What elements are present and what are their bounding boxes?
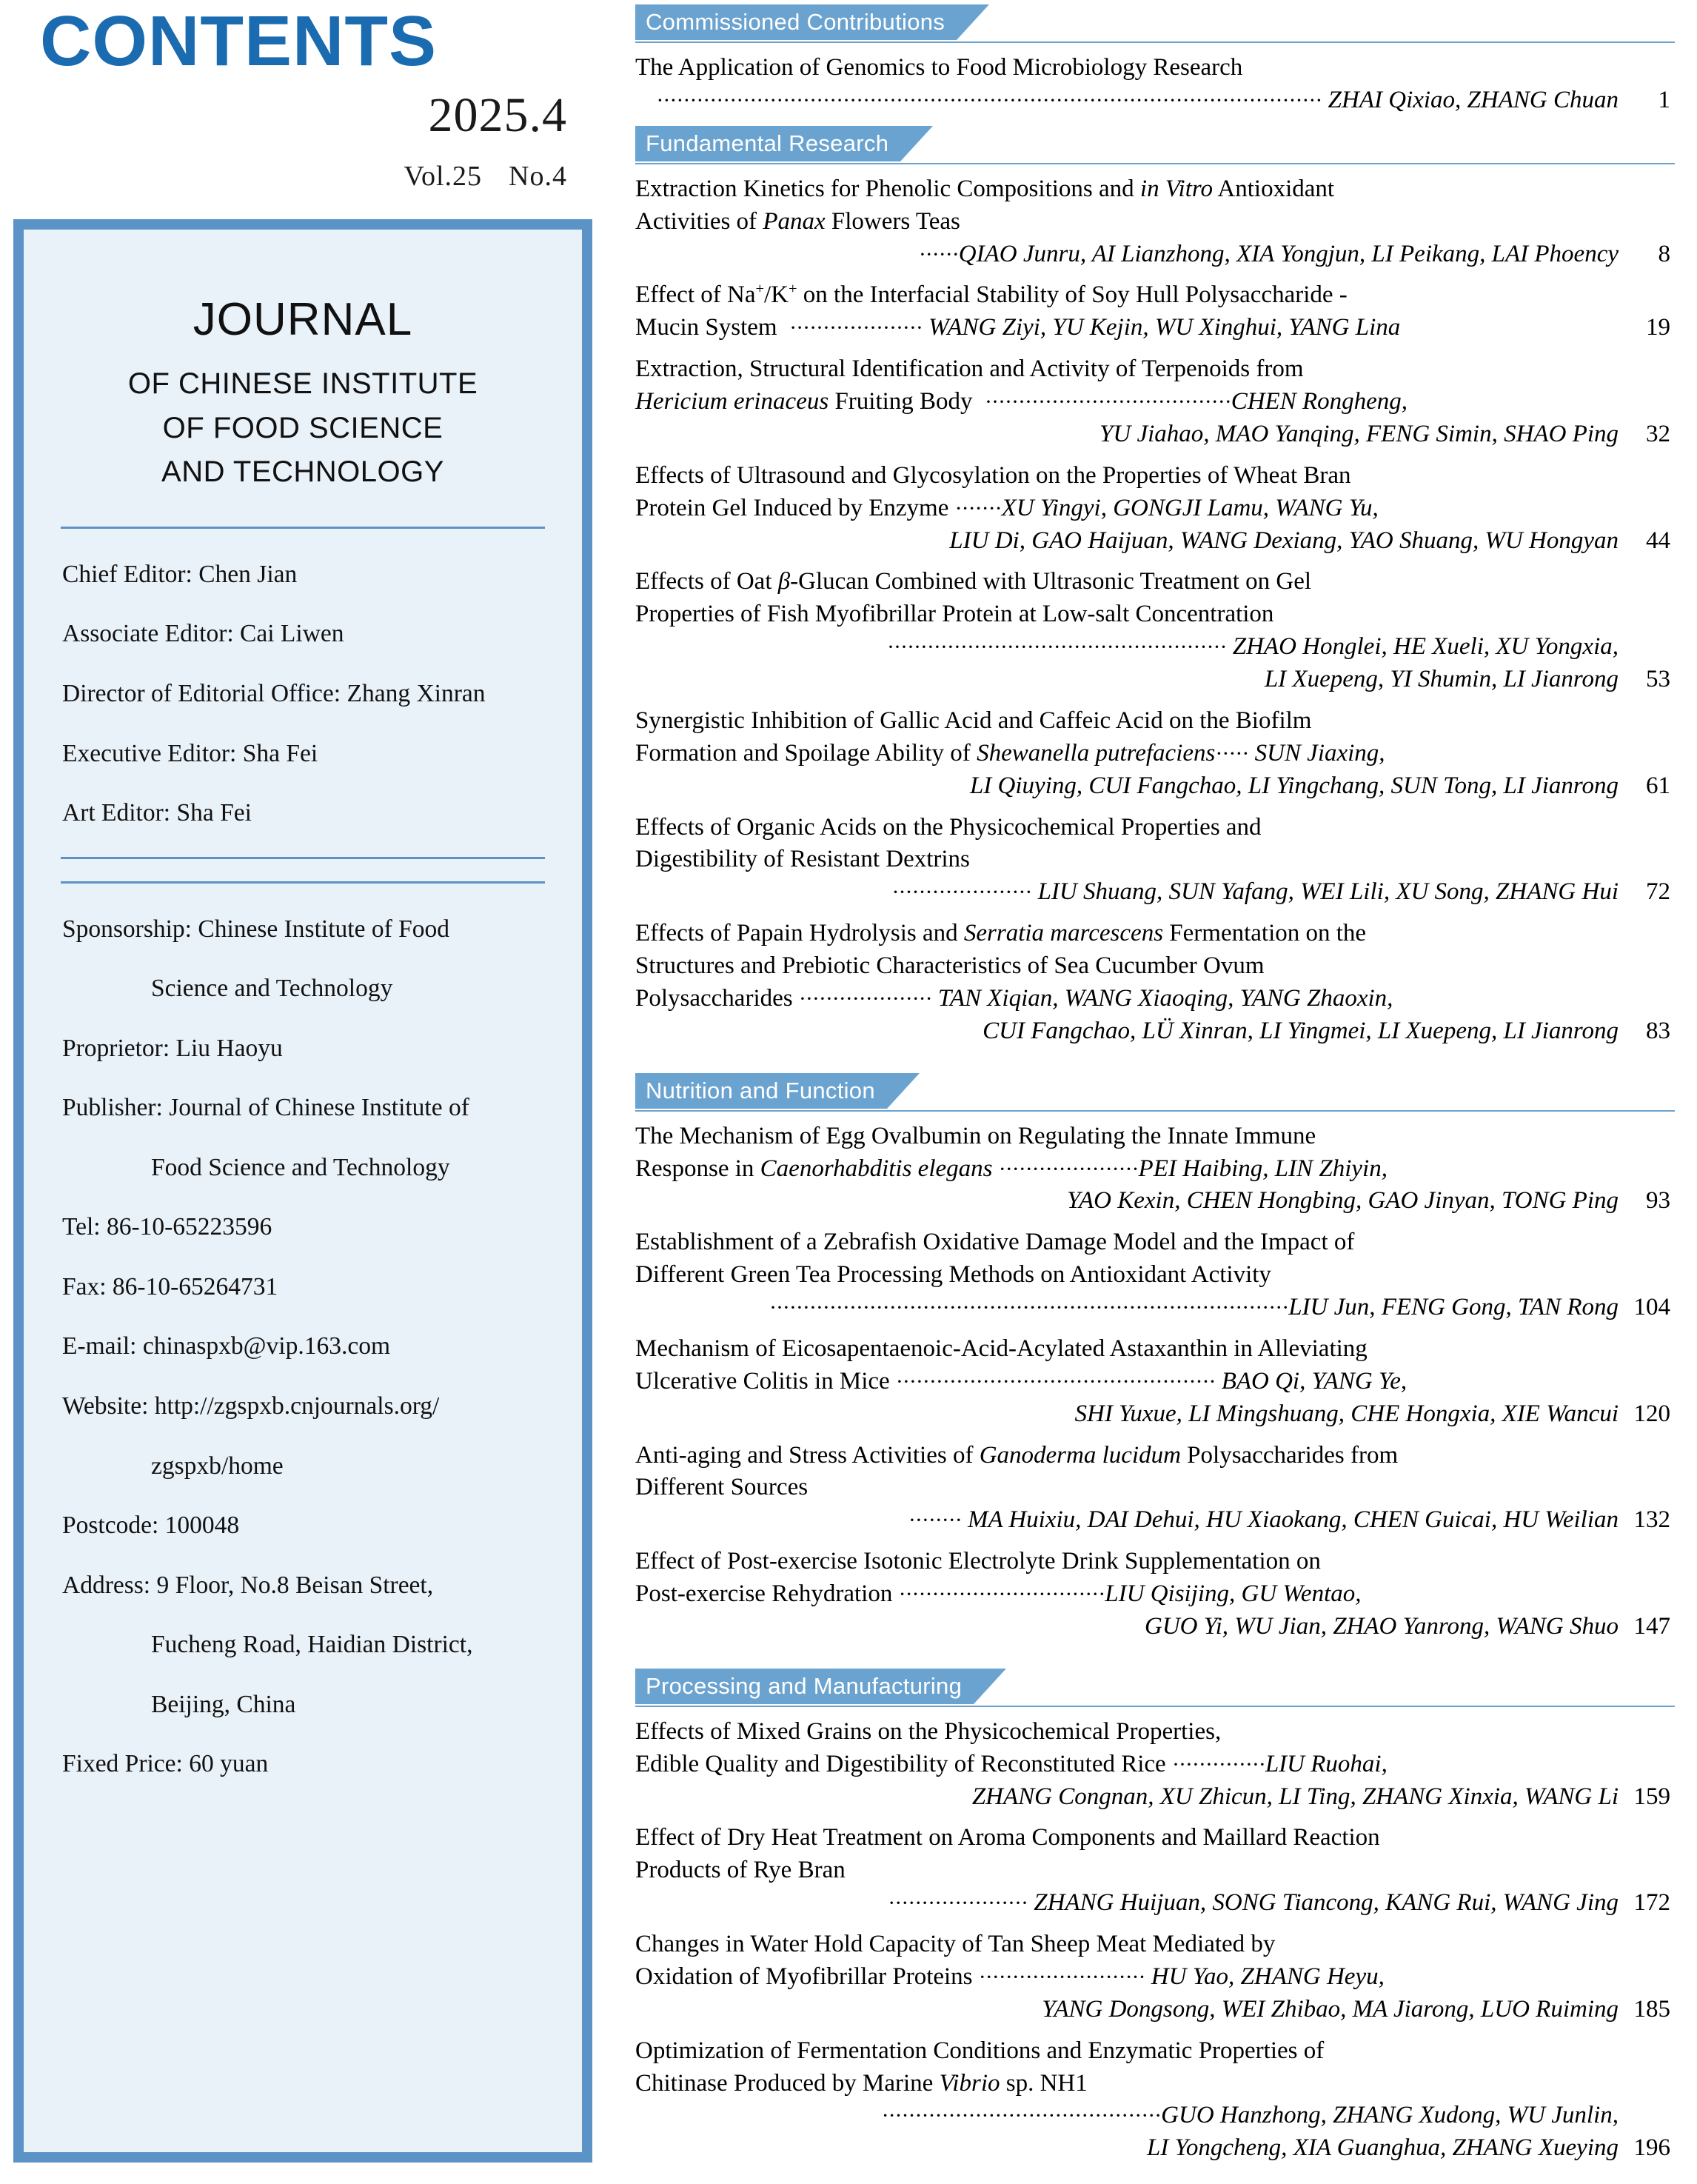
entry-title-line: Optimization of Fermentation Conditions and Enzymatic Properties of	[635, 2037, 1325, 2064]
imprint-line	[62, 972, 549, 1005]
imprint-line-text: Beijing, China	[151, 1690, 296, 1718]
masthead-line: Associate Editor: Cai Liwen	[62, 620, 344, 648]
imprint-line: Postcode: 100048	[62, 1512, 240, 1540]
leader-dots: ·····················	[891, 880, 1032, 905]
toc-entry[interactable]	[635, 1329, 1675, 1435]
left-column	[0, 0, 620, 2184]
leader-dots: ··········································	[881, 2103, 1162, 2128]
entry-authors: MA Huixiu, DAI Dehui, HU Xiaokang, CHEN Guicai, HU Weilian	[968, 1506, 1619, 1534]
entry-authors: ZHAI Qixiao, ZHANG Chuan	[1328, 86, 1619, 113]
entry-title: The Application of Genomics to Food Microbiology Research	[635, 54, 1243, 81]
toc-entry[interactable]	[635, 349, 1675, 455]
imprint-line: Sponsorship: Chinese Institute of Food	[62, 915, 449, 943]
imprint-line-text: Science and Technology	[151, 975, 393, 1003]
section-divider	[635, 41, 1675, 43]
entry-title-line: Effects of Organic Acids on the Physicochemical Properties and	[635, 813, 1262, 841]
masthead-line: Executive Editor: Sha Fei	[62, 739, 318, 767]
entry-title-line: Formation and Spoilage Ability of Shewanella putrefaciens····· SUN Jiaxing,	[635, 739, 1385, 767]
entry-title-line: Anti-aging and Stress Activities of Ganoderma lucidum Polysaccharides from	[635, 1441, 1399, 1469]
toc-entry[interactable]	[635, 1435, 1675, 1542]
entry-title-text: Oxidation of Myofibrillar Proteins	[635, 1963, 973, 1990]
entry-authors: HU Yao, ZHANG Heyu,	[1151, 1963, 1385, 1990]
imprint-line: Tel: 86-10-65223596	[62, 1213, 272, 1241]
entry-authors: LIU Qisijing, GU Wentao,	[1105, 1580, 1362, 1607]
page-title: CONTENTS	[40, 1, 437, 81]
leader-dots: ················································	[895, 1369, 1216, 1394]
toc-entry[interactable]	[635, 561, 1675, 701]
imprint-line: Website: http://zgspxb.cnjournals.org/	[62, 1392, 440, 1420]
imprint-line: Address: 9 Floor, No.8 Beisan Street,	[62, 1571, 434, 1599]
toc-entry[interactable]	[635, 47, 1675, 121]
imprint-line: Proprietor: Liu Haoyu	[62, 1034, 283, 1062]
entry-authors: CHEN Rongheng,	[1231, 388, 1408, 415]
entry-authors: LIU Ruohai,	[1265, 1750, 1388, 1777]
imprint-line-text: zgspxb/home	[151, 1452, 284, 1480]
entry-page-number: 172	[1633, 1889, 1670, 1917]
entry-page-number: 196	[1633, 2134, 1670, 2162]
journal-subtitle-line-2: OF FOOD SCIENCE	[162, 411, 444, 444]
entry-page-number: 93	[1646, 1187, 1670, 1215]
entry-authors: LIU Di, GAO Haijuan, WANG Dexiang, YAO Shuang, WU Hongyan	[949, 527, 1619, 554]
entry-authors: SHI Yuxue, LI Mingshuang, CHE Hongxia, XIE Wancui	[1074, 1400, 1619, 1427]
entry-authors: CUI Fangchao, LÜ Xinran, LI Yingmei, LI Xuepeng, LI Jianrong	[983, 1017, 1619, 1044]
masthead-line: Art Editor: Sha Fei	[62, 799, 252, 827]
journal-subtitle	[56, 362, 549, 494]
entry-title-line: Effects of Papain Hydrolysis and Serratia marcescens Fermentation on the	[635, 920, 1367, 947]
toc-entry[interactable]	[635, 455, 1675, 562]
leader-dots: ····································································································	[656, 87, 1322, 113]
entry-authors: GUO Yi, WU Jian, ZHAO Yanrong, WANG Shuo	[1144, 1612, 1619, 1640]
entry-page-number: 185	[1633, 1995, 1670, 2023]
entry-title-line	[635, 492, 1619, 525]
imprint-line	[62, 1152, 549, 1184]
entry-title-line: Different Green Tea Processing Methods on Antioxidant Activity	[635, 1261, 1271, 1289]
entry-authors: TAN Xiqian, WANG Xiaoqing, YANG Zhaoxin,	[937, 984, 1393, 1012]
section-title: Fundamental Research	[646, 130, 889, 156]
entry-authors: LIU Shuang, SUN Yafang, WEI Lili, XU Song, ZHANG Hui	[1037, 878, 1619, 906]
issue-year: 2025.4	[428, 88, 567, 142]
entry-title-text: Ulcerative Colitis in Mice	[635, 1367, 890, 1395]
entry-title-text: Protein Gel Induced by Enzyme	[635, 494, 949, 521]
leader-dots: ········	[908, 1508, 962, 1533]
leader-dots: ····················	[798, 986, 932, 1011]
entry-authors: ZHANG Huijuan, SONG Tiancong, KANG Rui, WANG Jing	[1034, 1889, 1619, 1917]
divider-middle-b	[61, 881, 545, 884]
number-label: No.4	[509, 161, 567, 192]
entry-authors: ZHAO Honglei, HE Xueli, XU Yongxia,	[1232, 633, 1619, 661]
leader-dots: ·····················	[888, 1891, 1028, 1916]
masthead-line: Chief Editor: Chen Jian	[62, 560, 298, 588]
leader-dots: ·························	[978, 1964, 1145, 1989]
entry-title-line: Effects of Oat β-Glucan Combined with Ultrasonic Treatment on Gel	[635, 568, 1312, 595]
journal-title: JOURNAL	[193, 294, 413, 345]
leader-dots: ·····································	[985, 390, 1231, 414]
leader-dots: ····················	[789, 315, 923, 341]
entry-authors: XU Yingyi, GONGJI Lamu, WANG Yu,	[1001, 494, 1379, 521]
toc-entry[interactable]	[635, 701, 1675, 807]
entry-title-line: Activities of Panax Flowers Teas	[635, 207, 960, 235]
entry-title-line: Properties of Fish Myofibrillar Protein at Low-salt Concentration	[635, 601, 1274, 628]
imprint-line: Fax: 86-10-65264731	[62, 1272, 278, 1300]
imprint-block	[56, 913, 549, 1780]
entry-authors: BAO Qi, YANG Ye,	[1221, 1367, 1408, 1395]
section-header-commissioned-contributions	[635, 4, 1675, 40]
leader-dots: ··············	[1171, 1751, 1265, 1777]
entry-authors: PEI Haibing, LIN Zhiyin,	[1138, 1155, 1388, 1182]
entry-page-number: 83	[1646, 1017, 1670, 1044]
section-title: Processing and Manufacturing	[646, 1672, 963, 1699]
leader-dots: ···················································	[886, 635, 1227, 660]
entry-title-line: Synergistic Inhibition of Gallic Acid and Caffeic Acid on the Biofilm	[635, 707, 1312, 734]
toc-entry[interactable]	[635, 2031, 1675, 2170]
entry-authors: YAO Kexin, CHEN Hongbing, GAO Jinyan, TONG Ping	[1066, 1187, 1619, 1215]
imprint-line-text: Food Science and Technology	[151, 1153, 450, 1181]
journal-info-panel-inner	[24, 230, 582, 2152]
section-header-fundamental-research	[635, 126, 1675, 161]
entry-authors: LI Yongcheng, XIA Guanghua, ZHANG Xueying	[1146, 2134, 1619, 2162]
section-divider	[635, 163, 1675, 164]
entry-page-number: 132	[1633, 1506, 1670, 1534]
masthead-line: Director of Editorial Office: Zhang Xinran	[62, 680, 486, 708]
entry-title-line: Establishment of a Zebrafish Oxidative Damage Model and the Impact of	[635, 1229, 1355, 1256]
entry-title-line: Effect of Dry Heat Treatment on Aroma Components and Maillard Reaction	[635, 1824, 1380, 1851]
leader-dots: ·······························	[898, 1582, 1105, 1606]
entry-authors: WANG Ziyi, YU Kejin, WU Xinghui, YANG Lina	[928, 314, 1401, 341]
entry-page-number: 159	[1633, 1783, 1670, 1810]
entry-page-number: 120	[1633, 1400, 1670, 1427]
entry-title-line: The Mechanism of Egg Ovalbumin on Regulating the Innate Immune	[635, 1122, 1316, 1149]
entry-title-line: Hericium erinaceus Fruiting Body ·····································CHEN Rongheng,	[635, 388, 1408, 415]
entry-authors: LI Xuepeng, YI Shumin, LI Jianrong	[1264, 666, 1619, 692]
entry-title-line: Effect of Post-exercise Isotonic Electrolyte Drink Supplementation on	[635, 1548, 1321, 1575]
entry-title-line	[635, 1366, 1619, 1398]
leader-dots: ·····················	[998, 1156, 1139, 1181]
entry-authors: ZHANG Congnan, XU Zhicun, LI Ting, ZHANG Xinxia, WANG Li	[971, 1783, 1619, 1810]
entry-title-line: Response in Caenorhabditis elegans ·····················PEI Haibing, LIN Zhiyin,	[635, 1155, 1388, 1182]
divider-middle-a	[61, 857, 545, 859]
toc-entry[interactable]	[635, 1116, 1675, 1223]
section-divider	[635, 1706, 1675, 1707]
entry-authors: LIU Jun, FENG Gong, TAN Rong	[1288, 1294, 1619, 1320]
entry-title-line: Digestibility of Resistant Dextrins	[635, 846, 970, 873]
section-header-nutrition-and-function	[635, 1073, 1675, 1109]
entry-authors: QIAO Junru, AI Lianzhong, XIA Yongjun, LI Peikang, LAI Phoency	[958, 240, 1619, 267]
toc-entry[interactable]	[635, 275, 1675, 349]
entry-title-line	[635, 1961, 1619, 1994]
entry-page-number: 1	[1658, 86, 1670, 113]
entry-page-number: 44	[1646, 527, 1670, 554]
entry-title-line: Mucin System ···················· WANG Ziyi, YU Kejin, WU Xinghui, YANG Lina	[635, 314, 1401, 341]
imprint-line	[62, 1450, 549, 1483]
leader-dots: ·······	[954, 495, 1002, 521]
imprint-line	[62, 1629, 549, 1661]
section-title: Commissioned Contributions	[646, 9, 945, 35]
leader-dots: ··············································································	[769, 1295, 1289, 1320]
entry-authors: YU Jiahao, MAO Yanqing, FENG Simin, SHAO Ping	[1099, 420, 1619, 447]
entry-page-number: 8	[1658, 240, 1670, 267]
volume-label: Vol.25	[404, 161, 483, 192]
entry-title-text: Post-exercise Rehydration	[635, 1580, 893, 1607]
leader-dots: ·····	[1215, 741, 1249, 766]
entry-page-number: 147	[1633, 1612, 1670, 1640]
toc-entry[interactable]	[635, 1541, 1675, 1648]
volume-number-line	[0, 160, 567, 193]
imprint-line	[62, 1689, 549, 1721]
entry-title-text: Edible Quality and Digestibility of Reconstituted Rice	[635, 1750, 1166, 1777]
entry-page-number: 32	[1646, 420, 1670, 447]
imprint-line-text: Fucheng Road, Haidian District,	[151, 1631, 473, 1659]
toc-entry[interactable]	[635, 1817, 1675, 1924]
toc-entry[interactable]	[635, 169, 1675, 275]
masthead-block	[56, 558, 549, 829]
imprint-line: E-mail: chinaspxb@vip.163.com	[62, 1332, 391, 1360]
entry-title-line: Effect of Na+/K+ on the Interfacial Stability of Soy Hull Polysaccharide -	[635, 281, 1348, 309]
entry-title-line: Effects of Ultrasound and Glycosylation on the Properties of Wheat Bran	[635, 461, 1351, 489]
entry-page-number: 104	[1633, 1294, 1670, 1320]
divider-top	[61, 527, 545, 529]
toc-entry[interactable]	[635, 913, 1675, 1052]
entry-title-line	[635, 983, 1619, 1015]
journal-subtitle-line-3: AND TECHNOLOGY	[161, 455, 444, 488]
toc-column	[620, 0, 1697, 2184]
toc-entry[interactable]	[635, 1712, 1675, 1818]
journal-subtitle-line-1: OF CHINESE INSTITUTE	[127, 367, 478, 401]
leader-dots: ······	[918, 241, 959, 267]
entry-page-number: 53	[1646, 666, 1670, 692]
entry-title-line	[635, 1578, 1619, 1611]
entry-page-number: 19	[1646, 314, 1670, 341]
toc-entry[interactable]	[635, 807, 1675, 914]
entry-page-number: 72	[1646, 878, 1670, 906]
entry-authors: GUO Hanzhong, ZHANG Xudong, WU Junlin,	[1161, 2102, 1619, 2129]
entry-title-line: Chitinase Produced by Marine Vibrio sp. NH1	[635, 2069, 1088, 2097]
entry-title-line: Extraction Kinetics for Phenolic Compositions and in Vitro Antioxidant	[635, 175, 1335, 202]
section-header-processing-and-manufacturing	[635, 1669, 1675, 1704]
entry-authors: SUN Jiaxing,	[1254, 739, 1385, 767]
entry-title-line	[635, 1749, 1619, 1781]
entry-authors: YANG Dongsong, WEI Zhibao, MA Jiarong, LUO Ruiming	[1042, 1995, 1619, 2023]
journal-info-panel	[13, 219, 592, 2163]
entry-title-line: Products of Rye Bran	[635, 1857, 846, 1884]
toc-entry[interactable]	[635, 1222, 1675, 1329]
section-title: Nutrition and Function	[646, 1077, 875, 1103]
entry-authors: LI Qiuying, CUI Fangchao, LI Yingchang, SUN Tong, LI Jianrong	[969, 772, 1619, 799]
toc-entry[interactable]	[635, 1924, 1675, 2031]
entry-title-line: Effects of Mixed Grains on the Physicochemical Properties,	[635, 1717, 1222, 1745]
entry-page-number: 61	[1646, 772, 1670, 799]
entry-title-line: Changes in Water Hold Capacity of Tan Sheep Meat Mediated by	[635, 1931, 1276, 1957]
entry-title-line: Mechanism of Eicosapentaenoic-Acid-Acylated Astaxanthin in Alleviating	[635, 1335, 1368, 1362]
imprint-line: Fixed Price: 60 yuan	[62, 1750, 269, 1778]
entry-title-line: Different Sources	[635, 1474, 809, 1501]
imprint-line: Publisher: Journal of Chinese Institute of	[62, 1094, 469, 1122]
section-divider	[635, 1110, 1675, 1112]
entry-title-text: Polysaccharides	[635, 984, 793, 1012]
entry-title-line: Extraction, Structural Identification and Activity of Terpenoids from	[635, 355, 1304, 383]
entry-title-line: Structures and Prebiotic Characteristics of Sea Cucumber Ovum	[635, 952, 1265, 979]
